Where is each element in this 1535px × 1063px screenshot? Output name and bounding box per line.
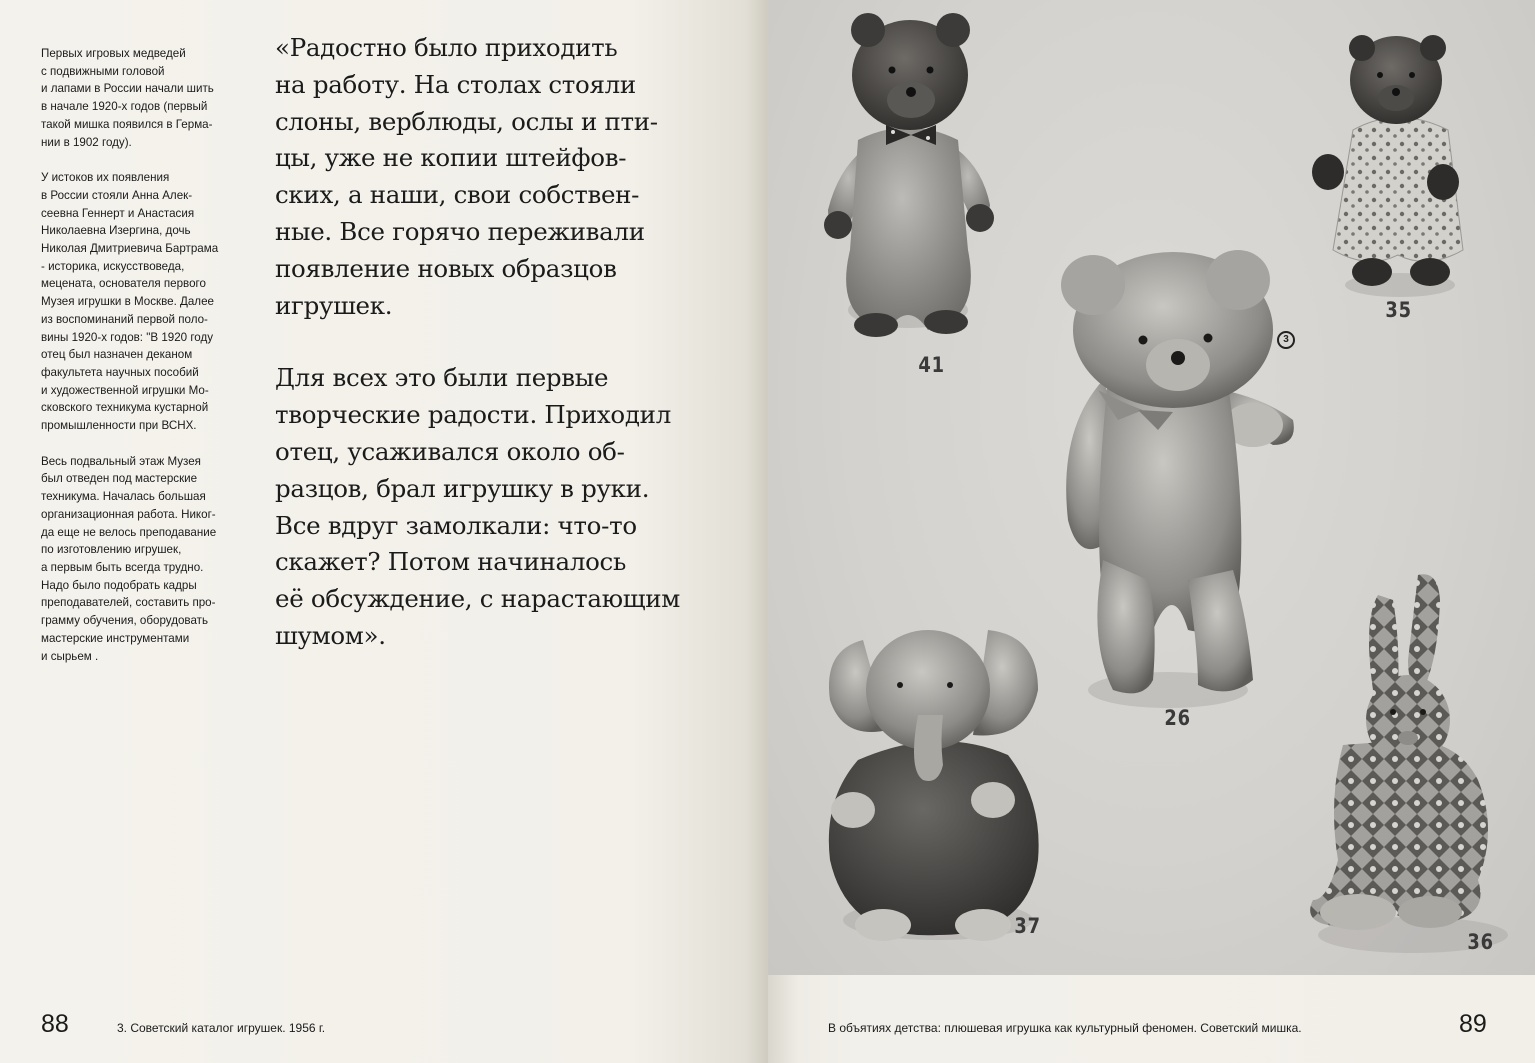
toy-number-label: 26 [1164, 706, 1191, 730]
quote-paragraph: «Радостно было приходить на работу. На столах стояли слоны, верблюды, ослы и пти- цы, уже не копии штейфов- ских, а наши, свои собствен- ные. Все горячо переживали появление новых образцов игрушек. [275, 33, 658, 320]
rabbit-36 [1310, 574, 1508, 953]
quote-block [275, 30, 735, 691]
quote-paragraph: Для всех это были первые творческие радости. Приходил отец, усаживался около об- разцов, брал игрушку в руки. Все вдруг замолкали: что-то скажет? Потом начиналось её обсуждение, с нарастающим шумом». [275, 363, 680, 650]
toy-number-label: 41 [918, 353, 945, 377]
side-note-paragraph: Первых игровых медведей с подвижными головой и лапами в России начали шить в начале 1920-х годов (первый такой мишка появился в Герма- нии в 1902 году). [41, 47, 214, 149]
side-note-paragraph: У истоков их появления в России стояли Анна Алек- сеевна Геннерт и Анастасия Николаевна Изергина, дочь Николая Дмитриевича Бартрама - историка, искусствоведа, мецената, основателя первого Музея игрушки в Москве. Далее из воспоминаний первой поло- вины 1920-х годов: "В 1920 году отец был назначен деканом факультета научных пособий и художественной игрушки Мо- сковского техникума кустарной промышленности при ВСНХ. [41, 171, 219, 433]
toy-number-label: 36 [1467, 930, 1494, 954]
bear-35 [1312, 35, 1463, 297]
side-notes [41, 45, 251, 683]
toy-number-label: 37 [1014, 914, 1041, 938]
side-note-paragraph: Весь подвальный этаж Музея был отведен под мастерские техникума. Началась большая организационная работа. Никог- да еще не велось преподавание по изготовлению игрушек, а первым быть всегда трудно. Надо было подобрать кадры преподавателей, составить про- грамму обучения, оборудовать мастерские инструментами и сырьем . [41, 454, 217, 663]
catalog-photo [768, 0, 1535, 975]
figure-marker: 3 [1277, 331, 1295, 349]
toys-illustration [768, 0, 1535, 975]
figure-caption-right: В объятиях детства: плюшевая игрушка как культурный феномен. Советский мишка. [828, 1021, 1302, 1035]
elephant-37 [829, 630, 1039, 941]
bear-41 [824, 13, 994, 337]
page-number-left: 88 [41, 1010, 69, 1038]
page-number-right: 89 [1459, 1010, 1487, 1038]
bear-26 [1061, 250, 1294, 708]
figure-caption-left: 3. Советский каталог игрушек. 1956 г. [117, 1021, 326, 1035]
toy-number-label: 35 [1385, 298, 1412, 322]
